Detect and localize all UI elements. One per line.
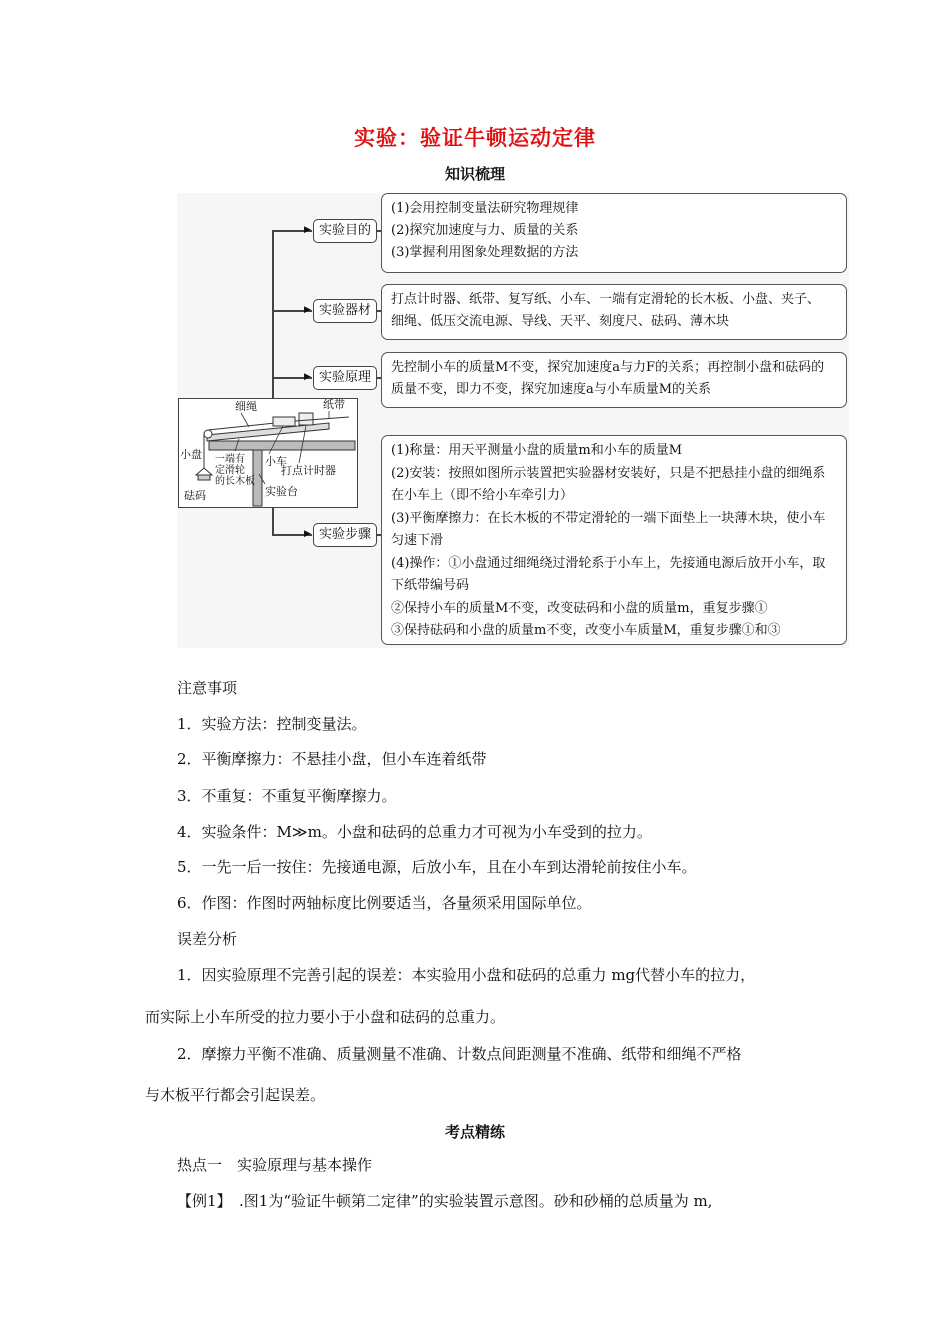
purpose-line: (2)探究加速度与力、质量的关系: [391, 223, 579, 238]
note-item: 2．平衡摩擦力：不悬挂小盘，但小车连着纸带: [177, 750, 487, 768]
mind-map: ▶ ▶ ▶ ▶ 实验目的 实验器材 实验原理 实验步骤 (1)会用控制变量法研究物理规律 (2)探究加速度与力、质量的关系 (3)掌握利用图象处理数据的方法 打点计时器、纸带、复写纸、小车、一端有定滑轮的长木板、小盘、夹子、 细绳、低压交流电源、导线、天平、刻度尺、砝码、薄木块 先控制小车的质量M不变，探究加速度a与力F的关系；再控制小盘和砝码的 质量不变，即力不变，探究加速度a与小车质量M的关系 (1)称量：用天平测量小盘的质量m和小车的质量M (2)安装：按照如图所示装置把实验器材安装好，只是不把悬挂小盘的细绳系 在小车上（即不给小车牵引力） (3)平衡摩擦力：在长木板的不带定滑轮的一端下面垫上一块薄木块，使小车 匀速下滑 (4)操作：①小盘通过细绳绕过滑轮系于小车上，先接通电源后放开小车，取 下纸带编号码 ②保持小车的质量M不变，改变砝码和小盘的质量m，重复步骤① ③保持砝码和小盘的质量m不变，改变小车质量M，重复步骤①和③ 细绳 纸带 小盘 一端有 定滑轮 的长木板 小车 打点计时器 砝码 实验台: [177, 193, 849, 648]
section-heading-knowledge: 知识梳理: [444, 165, 505, 183]
node-purpose: 实验目的: [313, 219, 377, 243]
steps-box: [381, 435, 847, 645]
equipment-box: [381, 284, 847, 340]
principle-line: 先控制小车的质量M不变，探究加速度a与力F的关系；再控制小盘和砝码的: [391, 360, 825, 375]
node-steps: 实验步骤: [313, 523, 377, 547]
note-item: 1．实验方法：控制变量法。: [177, 715, 367, 733]
note-item: 6．作图：作图时两轴标度比例要适当，各量须采用国际单位。: [177, 894, 592, 912]
steps-line: (3)平衡摩擦力：在长木板的不带定滑轮的一端下面垫上一块薄木块，使小车: [391, 510, 826, 526]
steps-line: ③保持砝码和小盘的质量m不变，改变小车质量M，重复步骤①和③: [391, 623, 781, 638]
label-timer: 打点计时器: [281, 464, 336, 477]
label-string: 细绳: [235, 400, 257, 413]
node-equipment: 实验器材: [313, 299, 377, 323]
error-paragraph-1: 1．因实验原理不完善引起的误差：本实验用小盘和砝码的总重力 mg代替小车的拉力，: [177, 966, 756, 984]
notes-heading: 注意事项: [177, 679, 238, 697]
label-plate: 小盘: [180, 448, 202, 461]
section-heading-practice: 考点精练: [444, 1123, 505, 1141]
label-table: 实验台: [265, 485, 298, 498]
note-item: 4．实验条件：M≫m。小盘和砝码的总重力才可视为小车受到的拉力。: [177, 823, 652, 841]
label-board: 一端有 定滑轮 的长木板: [215, 454, 255, 487]
purpose-box: [381, 193, 847, 273]
principle-box: [381, 352, 847, 408]
steps-line: 下纸带编号码: [391, 578, 470, 593]
steps-line: (4)操作：①小盘通过细绳绕过滑轮系于小车上，先接通电源后放开小车，取: [391, 555, 826, 571]
note-item: 3．不重复：不重复平衡摩擦力。: [177, 787, 397, 805]
note-item: 5．一先一后一按住：先接通电源，后放小车，且在小车到达滑轮前按住小车。: [177, 858, 697, 876]
steps-line: 在小车上（即不给小车牵引力）: [391, 488, 574, 503]
node-principle: 实验原理: [313, 366, 377, 390]
error-paragraph-2-cont: 与木板平行都会引起误差。: [145, 1086, 326, 1104]
label-tape: 纸带: [323, 398, 345, 411]
label-weights: 砝码: [184, 489, 206, 502]
purpose-line: (3)掌握利用图象处理数据的方法: [391, 245, 579, 260]
label-cart: 小车: [265, 455, 287, 468]
error-paragraph-2: 2．摩擦力平衡不准确、质量测量不准确、计数点间距测量不准确、纸带和细绳不严格: [177, 1045, 742, 1063]
steps-line: (1)称量：用天平测量小盘的质量m和小车的质量M: [391, 443, 683, 458]
steps-line: (2)安装：按照如图所示装置把实验器材安装好，只是不把悬挂小盘的细绳系: [391, 465, 826, 481]
error-paragraph-1-cont: 而实际上小车所受的拉力要小于小盘和砝码的总重力。: [145, 1008, 506, 1026]
example-text: 【例1】 .图1为“验证牛顿第二定律”的实验装置示意图。砂和砂桶的总质量为 m,: [177, 1192, 713, 1210]
apparatus-figure: [178, 398, 358, 508]
equipment-line: 打点计时器、纸带、复写纸、小车、一端有定滑轮的长木板、小盘、夹子、: [391, 292, 821, 307]
purpose-line: (1)会用控制变量法研究物理规律: [391, 201, 579, 216]
hotspot-heading: 热点一 实验原理与基本操作: [177, 1156, 373, 1174]
equipment-line: 细绳、低压交流电源、导线、天平、刻度尺、砝码、薄木块: [391, 314, 730, 329]
errors-heading: 误差分析: [177, 930, 238, 948]
steps-line: ②保持小车的质量M不变，改变砝码和小盘的质量m，重复步骤①: [391, 600, 768, 616]
principle-line: 质量不变，即力不变，探究加速度a与小车质量M的关系: [391, 382, 712, 397]
page-title: 实验：验证牛顿运动定律: [354, 125, 596, 150]
steps-line: 匀速下滑: [391, 533, 444, 548]
